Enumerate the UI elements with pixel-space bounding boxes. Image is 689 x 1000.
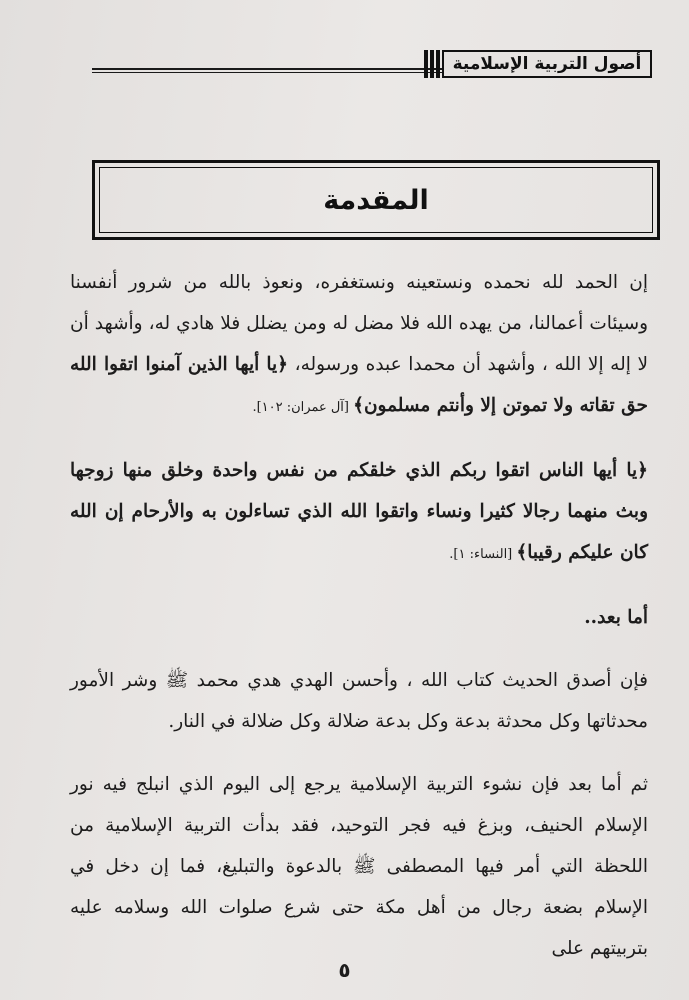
verse-reference: [النساء: ١]. (449, 547, 517, 562)
body-text (70, 262, 648, 969)
quran-verse: ﴿يا أيها الذين آمنوا اتقوا الله حق تقاته ولا تموتن إلا وأنتم مسلمون﴾ (70, 354, 648, 416)
paragraph-origin: ثم أما بعد فإن نشوء التربية الإسلامية يرجع إلى اليوم الذي انبلج فيه نور الإسلام الحنيف، وبزغ فيه فجر التوحيد، فقد بدأت التربية الإسلامية من اللحظة التي أمر فيها المصطفى ﷺ بالدعوة والتبليغ، فما إن دخل في الإسلام بضعة رجال من أهل مكة حتى شرع صلوات الله وسلامه عليه بتربيتهم على (70, 774, 648, 959)
page-number: ٥ (338, 958, 351, 982)
intro-text: إن الحمد لله نحمده ونستعينه ونستغفره، ونعوذ بالله من شرور أنفسنا وسيئات أعمالنا، من يهده الله فلا مضل له ومن يضلل فلا هادي له، وأشهد أن لا إله إلا الله ، وأشهد أن محمدا عبده ورسوله، (70, 272, 648, 375)
paragraph-verse (70, 450, 648, 575)
chapter-title: المقدمة (99, 167, 653, 233)
running-header (92, 44, 652, 84)
verse-reference: [آل عمران: ١٠٢]. (252, 400, 354, 415)
running-title: أصول التربية الإسلامية (442, 50, 652, 78)
chapter-title-frame (92, 160, 660, 240)
quran-verse: ﴿يا أيها الناس اتقوا ربكم الذي خلقكم من نفس واحدة وخلق منها زوجها وبث منهما رجالا كثيرا ونساء واتقوا الله الذي تساءلون به والأرحام إن الله كان عليكم رقيبا﴾ (70, 460, 648, 563)
paragraph-intro (70, 262, 648, 428)
paragraph-amma-baad: أما بعد.. (584, 607, 648, 628)
paragraph-hadith: فإن أصدق الحديث كتاب الله ، وأحسن الهدي هدي محمد ﷺ وشر الأمور محدثاتها وكل محدثة بدعة وكل بدعة ضلالة وكل ضلالة في النار. (70, 670, 648, 732)
header-bars-ornament (424, 50, 440, 78)
